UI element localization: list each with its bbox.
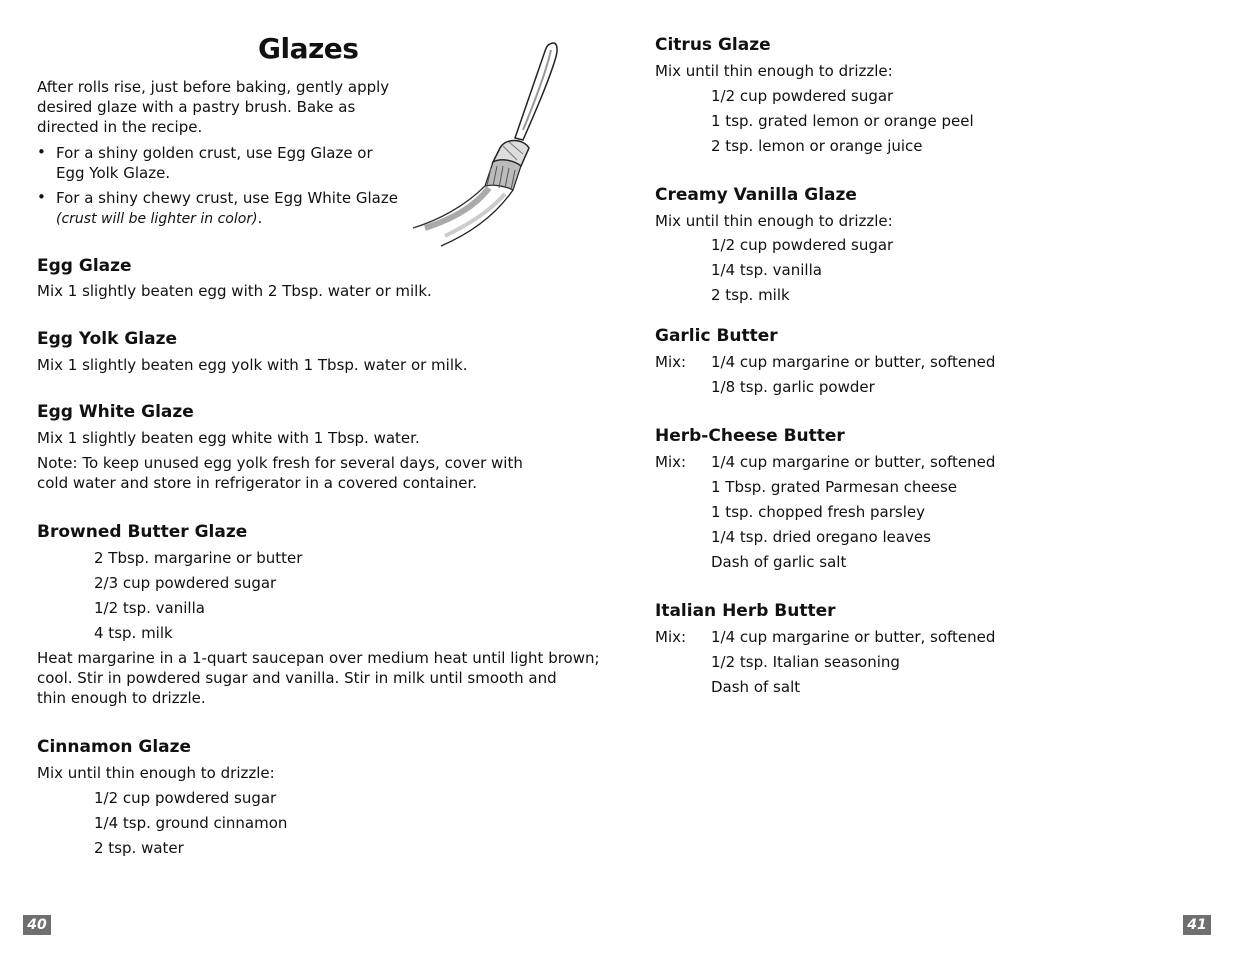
bullet-icon: • [37, 143, 46, 161]
intro-line: After rolls rise, just before baking, gently apply [37, 78, 390, 96]
mix-label: Mix: [655, 353, 687, 371]
ingredient: 2 tsp. water [94, 839, 184, 857]
creamy-vanilla-glaze-heading: Creamy Vanilla Glaze [655, 185, 857, 205]
intro-line: directed in the recipe. [37, 118, 203, 136]
italian-herb-butter-heading: Italian Herb Butter [655, 601, 836, 621]
ingredient: 1/2 cup powdered sugar [711, 87, 894, 105]
ingredient: 1 Tbsp. grated Parmesan cheese [711, 478, 957, 496]
ingredient: 1/4 tsp. vanilla [711, 261, 822, 279]
page-number-left: 40 [23, 915, 51, 935]
page-number-right: 41 [1183, 915, 1211, 935]
pastry-brush-icon [405, 38, 565, 253]
creamy-vanilla-glaze-intro: Mix until thin enough to drizzle: [655, 212, 893, 230]
ingredient: 1/8 tsp. garlic powder [711, 378, 875, 396]
ingredient: 4 tsp. milk [94, 624, 173, 642]
bullet-text: For a shiny chewy crust, use Egg White Glaze [56, 189, 398, 207]
directions-line: Heat margarine in a 1-quart saucepan over medium heat until light brown; [37, 649, 600, 667]
citrus-glaze-intro: Mix until thin enough to drizzle: [655, 62, 893, 80]
egg-yolk-glaze-text: Mix 1 slightly beaten egg yolk with 1 Tbsp. water or milk. [37, 356, 468, 374]
herb-cheese-butter-heading: Herb-Cheese Butter [655, 426, 845, 446]
citrus-glaze-heading: Citrus Glaze [655, 35, 771, 55]
ingredient: 1/4 cup margarine or butter, softened [711, 628, 996, 646]
directions-line: cool. Stir in powdered sugar and vanilla. Stir in milk until smooth and [37, 669, 557, 687]
ingredient: 2 tsp. milk [711, 286, 790, 304]
cinnamon-glaze-heading: Cinnamon Glaze [37, 737, 192, 757]
mix-label: Mix: [655, 453, 687, 471]
ingredient: 1/4 tsp. ground cinnamon [94, 814, 288, 832]
browned-butter-glaze-heading: Browned Butter Glaze [37, 522, 248, 542]
ingredient: 1/2 tsp. vanilla [94, 599, 205, 617]
ingredient: 2/3 cup powdered sugar [94, 574, 277, 592]
egg-white-glaze-heading: Egg White Glaze [37, 402, 194, 422]
page-title: Glazes [258, 32, 359, 65]
mix-label: Mix: [655, 628, 687, 646]
intro-line: desired glaze with a pastry brush. Bake as [37, 98, 356, 116]
ingredient: 1/2 cup powdered sugar [711, 236, 894, 254]
ingredient: 1/4 tsp. dried oregano leaves [711, 528, 931, 546]
egg-yolk-glaze-heading: Egg Yolk Glaze [37, 329, 178, 349]
bullet-icon: • [37, 188, 46, 206]
egg-white-note: Note: To keep unused egg yolk fresh for several days, cover with [37, 454, 523, 472]
ingredient: 2 Tbsp. margarine or butter [94, 549, 303, 567]
bullet-text: Egg Yolk Glaze. [56, 164, 171, 182]
bullet-note-italic: (crust will be lighter in color) [56, 211, 258, 227]
garlic-butter-heading: Garlic Butter [655, 326, 778, 346]
ingredient: 1 tsp. grated lemon or orange peel [711, 112, 974, 130]
directions-line: thin enough to drizzle. [37, 689, 206, 707]
egg-white-glaze-text: Mix 1 slightly beaten egg white with 1 Tbsp. water. [37, 429, 420, 447]
ingredient: Dash of garlic salt [711, 553, 847, 571]
ingredient: 1/2 tsp. Italian seasoning [711, 653, 900, 671]
ingredient: 1/4 cup margarine or butter, softened [711, 453, 996, 471]
bullet-note-suffix: . [257, 209, 263, 227]
ingredient: Dash of salt [711, 678, 801, 696]
egg-glaze-text: Mix 1 slightly beaten egg with 2 Tbsp. water or milk. [37, 282, 432, 300]
ingredient: 1/2 cup powdered sugar [94, 789, 277, 807]
ingredient: 1 tsp. chopped fresh parsley [711, 503, 925, 521]
ingredient: 1/4 cup margarine or butter, softened [711, 353, 996, 371]
egg-glaze-heading: Egg Glaze [37, 256, 132, 276]
egg-white-note: cold water and store in refrigerator in a covered container. [37, 474, 478, 492]
cinnamon-glaze-intro: Mix until thin enough to drizzle: [37, 764, 275, 782]
ingredient: 2 tsp. lemon or orange juice [711, 137, 923, 155]
bullet-text: For a shiny golden crust, use Egg Glaze or [56, 144, 373, 162]
bullet-note [56, 208, 262, 229]
